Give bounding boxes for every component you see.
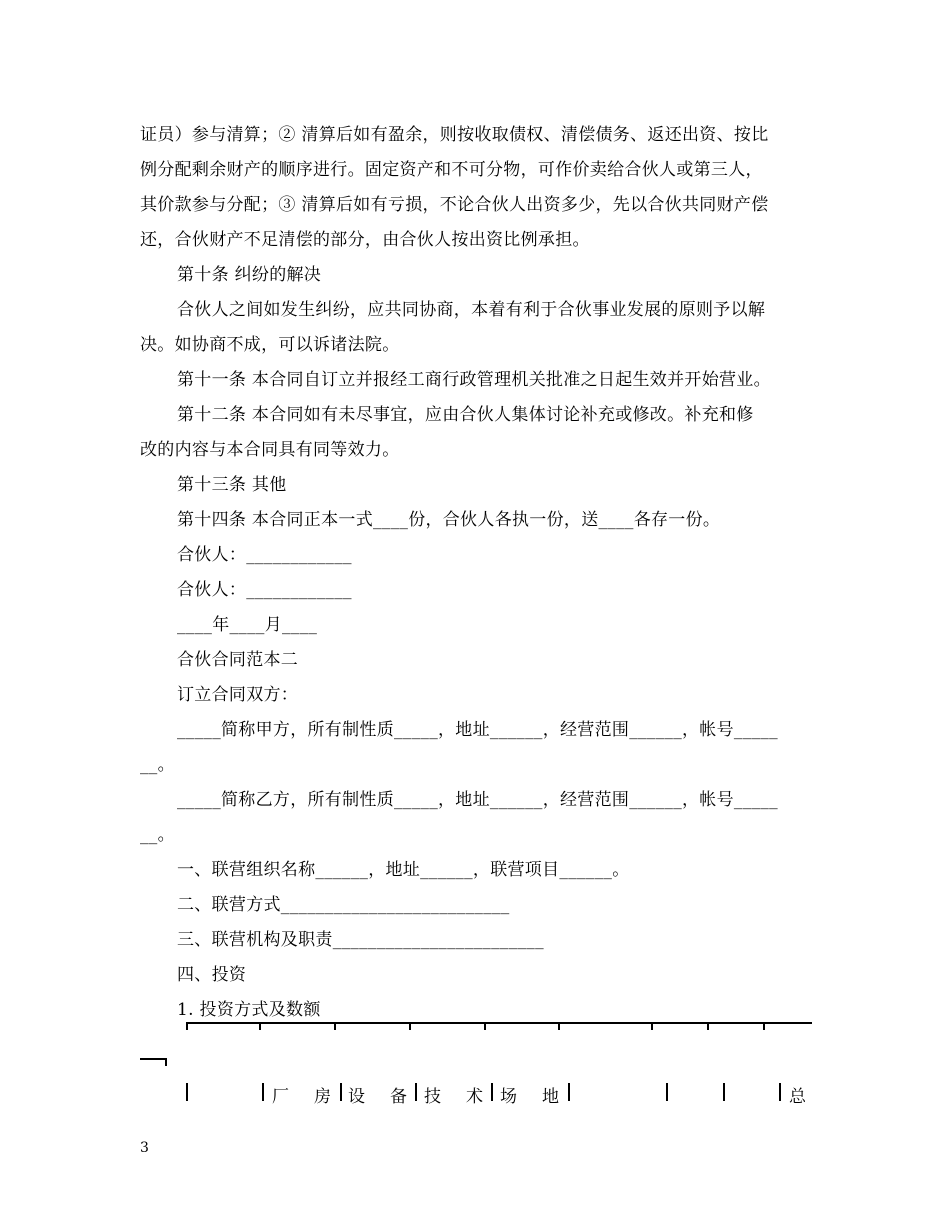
page-number: 3 xyxy=(140,1140,149,1156)
paragraph-line: 订立合同双方： xyxy=(177,685,299,705)
table-header-cell: 厂 房 xyxy=(272,1087,335,1107)
paragraph-line: 例分配剩余财产的顺序进行。固定资产和不可分物，可作价卖给合伙人或第三人， xyxy=(140,160,763,180)
party-a-line: _____简称甲方，所有制性质_____，地址______，经营范围______，帐号_____ xyxy=(177,720,778,740)
date-line: ____年____月____ xyxy=(177,615,318,635)
paragraph-line: 合伙人之间如发生纠纷，应共同协商，本着有利于合伙事业发展的原则予以解 xyxy=(177,300,766,320)
signature-line: 合伙人：____________ xyxy=(177,580,352,600)
article-heading: 第十四条 本合同正本一式____份，合伙人各执一份，送____各存一份。 xyxy=(177,510,721,530)
paragraph-line: 证员）参与清算；② 清算后如有盈余，则按收取债权、清偿债务、返还出资、按比 xyxy=(140,125,769,145)
list-item: 1. 投资方式及数额 xyxy=(177,1000,321,1020)
article-heading: 第十三条 其他 xyxy=(177,475,287,495)
list-item: 三、联营机构及职责________________________ xyxy=(177,930,544,950)
paragraph-line: __。 xyxy=(140,755,175,775)
list-item: 一、联营组织名称______，地址______，联营项目______。 xyxy=(177,860,630,880)
table-header-cell: 场 地 xyxy=(500,1087,563,1107)
paragraph-line: 改的内容与本合同具有同等效力。 xyxy=(140,440,400,460)
table-header-cell: 设 备 xyxy=(348,1087,411,1107)
article-heading: 第十条 纠纷的解决 xyxy=(177,265,322,285)
section-title: 合伙合同范本二 xyxy=(177,650,299,670)
paragraph-line: 还，合伙财产不足清偿的部分，由合伙人按出资比例承担。 xyxy=(140,230,590,250)
signature-line: 合伙人：____________ xyxy=(177,545,352,565)
paragraph-line: 其价款参与分配；③ 清算后如有亏损，不论合伙人出资多少，先以合伙共同财产偿 xyxy=(140,195,769,215)
article-heading: 第十一条 本合同自订立并报经工商行政管理机关批准之日起生效并开始营业。 xyxy=(177,370,771,390)
table-header-cell: 总 xyxy=(789,1087,806,1107)
table-header-cell: 技 术 xyxy=(424,1087,487,1107)
paragraph-line: 决。如协商不成，可以诉诸法院。 xyxy=(140,335,400,355)
paragraph-line: __。 xyxy=(140,825,175,845)
list-item: 二、联营方式__________________________ xyxy=(177,895,510,915)
list-item: 四、投资 xyxy=(177,965,247,985)
party-b-line: _____简称乙方，所有制性质_____，地址______，经营范围______，帐号_____ xyxy=(177,790,778,810)
article-heading: 第十二条 本合同如有未尽事宜，应由合伙人集体讨论补充或修改。补充和修 xyxy=(177,405,754,425)
